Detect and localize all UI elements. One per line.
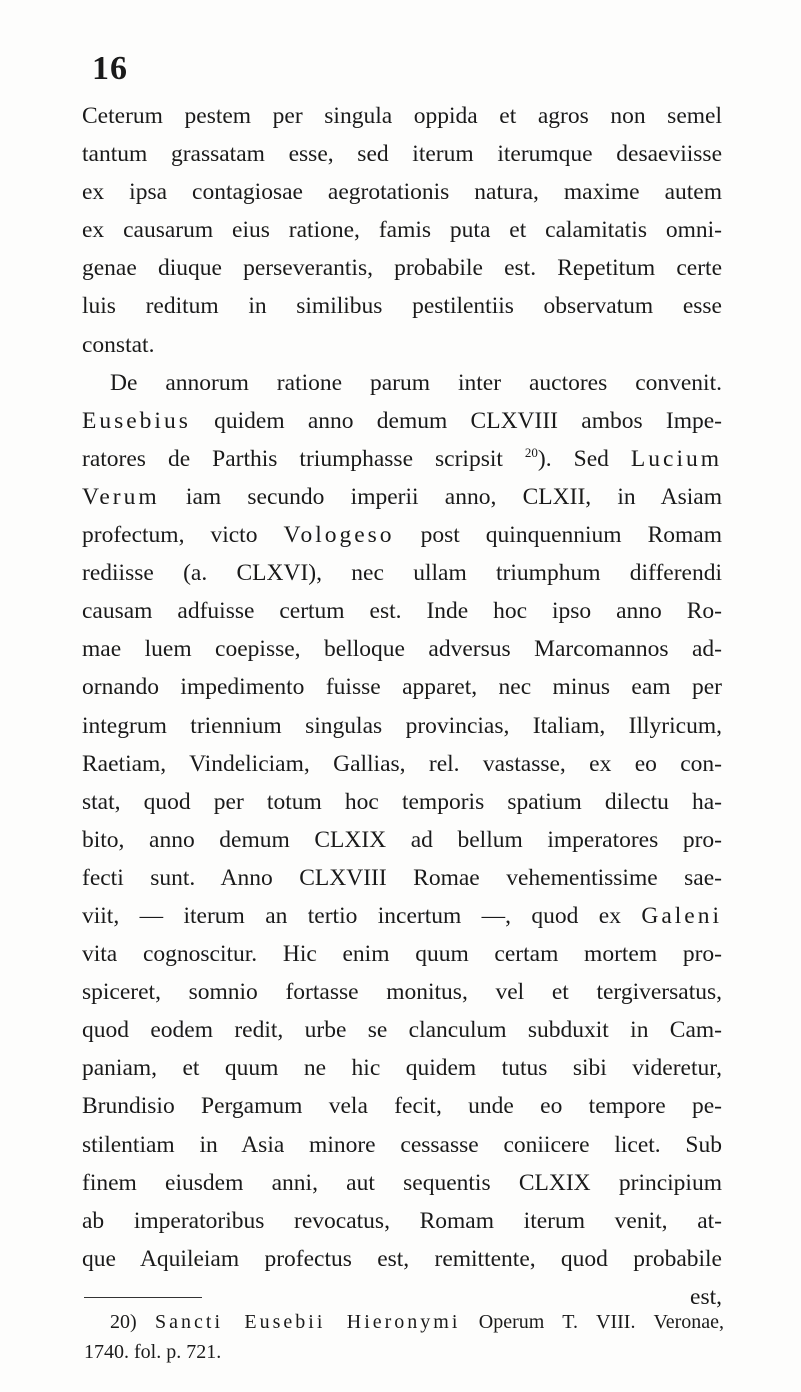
text-segment: ratores de Parthis triumphasse scripsit bbox=[82, 445, 525, 472]
name-vologeso: Vologeso bbox=[283, 522, 395, 549]
text-line: constat. bbox=[82, 331, 155, 358]
footnote-ref: 20 bbox=[524, 445, 538, 461]
text-line: luis reditum in similibus pestilentiis observatum esse bbox=[82, 293, 722, 320]
text-line: integrum triennium singulas provincias, Italiam, Illyricum, bbox=[82, 712, 722, 739]
text-line: spiceret, somnio fortasse monitus, vel et tergiversatus, bbox=[82, 979, 722, 1006]
name-lucium: Lucium bbox=[630, 445, 722, 472]
text-line: rediisse (a. CLXVI), nec ullam triumphum differendi bbox=[82, 560, 722, 587]
text-line bbox=[82, 402, 722, 440]
text-line: paniam, et quum ne hic quidem tutus sibi videretur, bbox=[82, 1055, 722, 1082]
text-line: fecti sunt. Anno CLXVIII Romae vehementissime sae- bbox=[82, 864, 722, 891]
text-line: genae diuque perseverantis, probabile est. Repetitum certe bbox=[82, 255, 722, 282]
text-line: que Aquileiam profectus est, remittente, quod probabile bbox=[82, 1245, 722, 1272]
text-line: tantum grassatam esse, sed iterum iterumque desaeviisse bbox=[82, 141, 722, 168]
main-text bbox=[82, 97, 722, 1316]
text-line bbox=[82, 440, 722, 478]
text-segment: ). Sed bbox=[537, 445, 631, 472]
text-segment: post quinquennium Romam bbox=[394, 522, 722, 549]
text-line: stat, quod per totum hoc temporis spatium dilectu ha- bbox=[82, 788, 722, 815]
text-line bbox=[82, 516, 722, 554]
name-galeni: Galeni bbox=[641, 902, 722, 929]
text-line: ex causarum eius ratione, famis puta et calamitatis omni- bbox=[82, 217, 722, 244]
text-line: finem eiusdem anni, aut sequentis CLXIX principium bbox=[82, 1169, 722, 1196]
name-verum: Verum bbox=[82, 483, 160, 510]
text-line: Raetiam, Vindeliciam, Gallias, rel. vastasse, ex eo con- bbox=[82, 750, 722, 777]
text-line: quod eodem redit, urbe se clanculum subduxit in Cam- bbox=[82, 1017, 722, 1044]
text-line: mae luem coepisse, belloque adversus Marcomannos ad- bbox=[82, 636, 722, 663]
text-line: Brundisio Pergamum vela fecit, unde eo tempore pe- bbox=[82, 1093, 722, 1120]
text-line bbox=[82, 478, 722, 516]
footnote-text: Operum T. VIII. Veronae, bbox=[460, 1311, 724, 1333]
text-segment: viit, — iterum an tertio incertum —, quod ex bbox=[82, 902, 642, 929]
text-line: causam adfuisse certum est. Inde hoc ipso anno Ro- bbox=[82, 598, 722, 625]
text-line: ornando impedimento fuisse apparet, nec minus eam per bbox=[82, 674, 722, 701]
text-line: vita cognoscitur. Hic enim quum certam mortem pro- bbox=[82, 941, 722, 968]
text-line: stilentiam in Asia minore cessasse coniicere licet. Sub bbox=[82, 1131, 722, 1158]
footnote-divider bbox=[84, 1297, 202, 1298]
footnote-line: 1740. fol. p. 721. bbox=[84, 1341, 222, 1363]
footnote-author: Sancti Eusebii Hieronymi bbox=[155, 1311, 461, 1333]
text-line: bito, anno demum CLXIX ad bellum imperatores pro- bbox=[82, 826, 722, 853]
name-eusebius: Eusebius bbox=[82, 407, 191, 434]
text-segment: profectum, victo bbox=[82, 522, 284, 549]
text-segment: quidem anno demum CLXVIII ambos Impe- bbox=[190, 407, 722, 434]
text-line: De annorum ratione parum inter auctores convenit. bbox=[110, 369, 722, 396]
footnote-number: 20) bbox=[110, 1311, 137, 1333]
text-line bbox=[82, 897, 722, 935]
footnote bbox=[84, 1307, 724, 1367]
page-number: 16 bbox=[92, 50, 128, 87]
text-line: ab imperatoribus revocatus, Romam iterum venit, at- bbox=[82, 1207, 722, 1234]
text-line: Ceterum pestem per singula oppida et agros non semel bbox=[82, 103, 722, 129]
footnote-line bbox=[84, 1307, 724, 1337]
catchword: est, bbox=[690, 1283, 722, 1310]
text-segment: iam secundo imperii anno, CLXII, in Asiam bbox=[159, 483, 722, 510]
text-line: ex ipsa contagiosae aegrotationis natura, maxime autem bbox=[82, 179, 722, 206]
